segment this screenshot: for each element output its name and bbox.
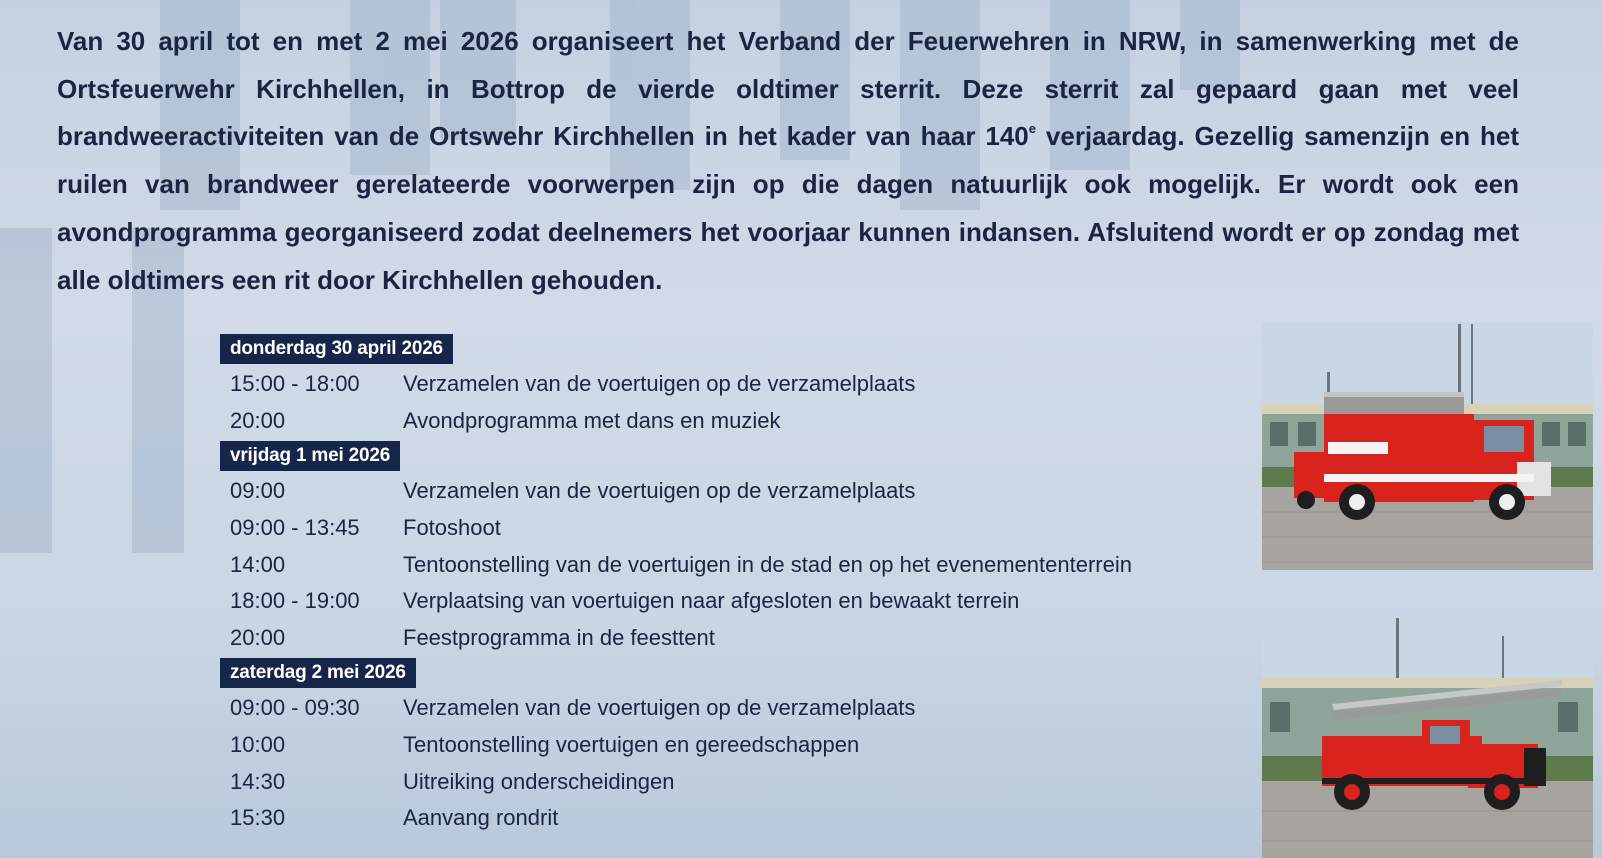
schedule-time: 14:30 — [230, 768, 286, 794]
schedule-time: 09:00 - 09:30 — [230, 695, 360, 721]
schedule-description: Tentoonstelling van de voertuigen in de stad en op het evenemententerrein — [403, 551, 1132, 577]
schedule-description: Feestprogramma in de feesttent — [403, 624, 715, 650]
intro-superscript: e — [1028, 121, 1036, 137]
schedule-description: Verzamelen van de voertuigen op de verzamelplaats — [403, 478, 916, 504]
day-block-saturday — [220, 658, 1220, 836]
fire-truck-image — [1262, 322, 1593, 570]
schedule-row — [220, 800, 1220, 837]
schedule-description: Aanvang rondrit — [403, 805, 559, 831]
schedule-description: Verplaatsing van voertuigen naar afgesloten en bewaakt terrein — [403, 588, 1020, 614]
schedule — [220, 334, 1220, 839]
schedule-description: Tentoonstelling voertuigen en gereedschappen — [403, 732, 860, 758]
schedule-row — [220, 763, 1220, 800]
schedule-description: Avondprogramma met dans en muziek — [403, 407, 781, 433]
schedule-time: 10:00 — [230, 732, 286, 758]
intro-text-part1: Van 30 april tot en met 2 mei 2026 organiseert het Verband der Feuerwehren in NRW, in samenwerking met de Ortsfeuerwehr Kirchhellen, in Bottrop de vierde oldtimer sterrit. Deze sterrit zal gepaard gaan met veel brandweeractiviteiten van de Ortswehr Kirchhellen in het kader van haar 140 — [57, 26, 1519, 152]
intro-text-part2: verjaardag. Gezellig samenzijn en het ruilen van brandweer gerelateerde voorwerpen zijn op die dagen natuurlijk ook mogelijk. Er wordt ook een avondprogramma georganiseerd zodat deelnemers het voorjaar kunnen indansen. Afsluitend wordt er op zondag met alle oldtimers een rit door Kirchhellen gehouden. — [57, 121, 1519, 295]
schedule-row — [220, 366, 1220, 403]
schedule-description: Uitreiking onderscheidingen — [403, 768, 675, 794]
schedule-time: 15:30 — [230, 805, 286, 831]
schedule-time: 09:00 — [230, 478, 286, 504]
fire-truck-photo-1 — [1262, 322, 1593, 570]
schedule-row — [220, 620, 1220, 657]
schedule-time: 09:00 - 13:45 — [230, 515, 360, 541]
schedule-description: Verzamelen van de voertuigen op de verzamelplaats — [403, 371, 916, 397]
ladder-truck-image — [1262, 616, 1593, 858]
schedule-row — [220, 690, 1220, 727]
schedule-description: Fotoshoot — [403, 515, 501, 541]
schedule-time: 15:00 - 18:00 — [230, 371, 360, 397]
day-header: donderdag 30 april 2026 — [220, 334, 453, 364]
schedule-row — [220, 583, 1220, 620]
schedule-time: 18:00 - 19:00 — [230, 588, 360, 614]
schedule-row — [220, 473, 1220, 510]
schedule-row — [220, 510, 1220, 547]
schedule-row — [220, 727, 1220, 764]
schedule-description: Verzamelen van de voertuigen op de verzamelplaats — [403, 695, 916, 721]
schedule-time: 14:00 — [230, 551, 286, 577]
schedule-row — [220, 546, 1220, 583]
day-header: vrijdag 1 mei 2026 — [220, 441, 400, 471]
day-header: zaterdag 2 mei 2026 — [220, 658, 416, 688]
intro-paragraph — [57, 18, 1519, 304]
fire-truck-photo-2 — [1262, 616, 1593, 858]
schedule-time: 20:00 — [230, 407, 286, 433]
schedule-time: 20:00 — [230, 624, 286, 650]
day-block-thursday — [220, 334, 1220, 439]
schedule-row — [220, 403, 1220, 440]
day-block-friday — [220, 441, 1220, 656]
